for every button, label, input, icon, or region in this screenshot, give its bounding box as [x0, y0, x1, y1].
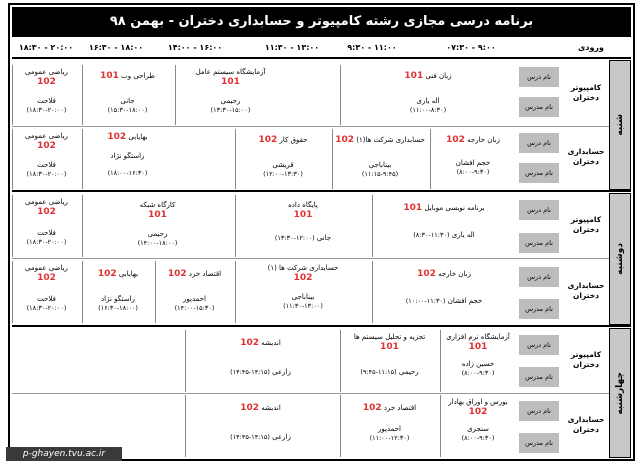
- course-code: 101: [221, 77, 240, 87]
- group-label: حسابداری دختران: [567, 415, 605, 434]
- course-code: 102: [97, 269, 117, 279]
- row-label-course: نام درس: [519, 200, 559, 220]
- class-time: (۱۴:۰۰-۱۸:۰۰): [137, 239, 178, 247]
- class-cell: [332, 129, 427, 189]
- header-slot-5: ۱۶:۳۰ - ۱۸:۰۰: [88, 43, 144, 52]
- class-time: (۱۴:۱۵-۱۴:۴۵): [230, 368, 270, 376]
- row-label-teacher: نام مدرس: [519, 163, 559, 183]
- class-cell: [185, 330, 335, 392]
- row-label-teacher: نام مدرس: [519, 433, 559, 453]
- row-divider: [12, 393, 609, 394]
- class-cell: [175, 65, 285, 125]
- class-cell: [12, 261, 80, 323]
- teacher-name: احمدپور: [378, 425, 401, 433]
- class-time: (۱۱:۳۰-۸:۳۰): [413, 231, 450, 239]
- class-time: (۱۱:۳۰-۱۳:۰۰): [283, 302, 323, 310]
- course-code: 102: [258, 135, 278, 145]
- watermark-url: p-ghayen.tvu.ac.ir: [6, 447, 122, 461]
- day-label-saturday: شنبه: [609, 60, 631, 190]
- class-time: (۱۸:۳۰-۲۰:۰۰): [26, 238, 67, 246]
- teacher-name: بیناباجی: [291, 293, 315, 301]
- course-name: ریاضی عمومی: [25, 264, 68, 272]
- class-time: (۱۸:۳۰-۲۰:۰۰): [26, 170, 67, 178]
- class-time: (۸:۰۰-۹:۳۰): [456, 168, 490, 176]
- course-code: 102: [37, 141, 56, 151]
- day-divider: [12, 190, 631, 192]
- day-label-monday: دوشنبه: [609, 193, 631, 325]
- teacher-name: رحیمی: [220, 97, 241, 105]
- course-code: 102: [240, 338, 260, 348]
- header-slot-3: ۱۱:۳۰ - ۱۳:۰۰: [264, 43, 320, 52]
- class-cell: [372, 195, 515, 257]
- course-code: 102: [335, 135, 354, 145]
- class-cell: [12, 195, 80, 257]
- row-label-course: نام درس: [519, 67, 559, 87]
- course-code: 102: [293, 273, 313, 283]
- row-label-teacher: نام مدرس: [519, 233, 559, 253]
- course-name: حقوق کار: [279, 136, 308, 144]
- teacher-name: فلاحت: [37, 97, 56, 105]
- course-code: 101: [293, 210, 313, 220]
- row-label-teacher: نام مدرس: [519, 97, 559, 117]
- course-name: آزمایشگاه نرم افزاری: [446, 333, 510, 341]
- teacher-name: راستگو نژاد: [110, 152, 145, 160]
- header-slot-6: ۱۸:۳۰ - ۲۰:۰۰: [18, 43, 74, 52]
- course-name: اندیشه: [261, 339, 281, 347]
- course-name: طراحی وب: [121, 72, 155, 80]
- course-name: تجزیه و تحلیل سیستم ها: [353, 333, 426, 341]
- course-name: اقتصاد خرد: [188, 270, 222, 278]
- course-name: کارگاه شبکه: [139, 201, 176, 209]
- class-cell: [340, 65, 515, 125]
- course-name: برنامه نویسی موبایل: [424, 204, 485, 212]
- teacher-name: رحیمی: [147, 230, 168, 238]
- class-time: (۱۱:۱۵-۹:۴۵): [361, 170, 399, 178]
- teacher-name: اله یاری: [451, 231, 475, 239]
- course-code: 102: [468, 407, 488, 417]
- teacher-name: رحیمی: [398, 368, 419, 376]
- course-code: 101: [403, 203, 423, 213]
- course-name: بهایابی: [128, 133, 148, 141]
- course-name: زبان خارجه: [438, 270, 471, 278]
- teacher-name: فلاحت: [37, 229, 56, 237]
- teacher-name: راستگو نژاد: [101, 295, 135, 303]
- class-cell: [82, 261, 153, 323]
- class-time: (۱۲:۰۰-۱۳:۳۰): [274, 234, 315, 242]
- class-time: (۱۵:۳۰-۱۸:۰۰): [107, 106, 148, 114]
- teacher-name: جانی: [120, 97, 135, 105]
- class-time: (۱۳:۳۰-۱۵:۰۰): [210, 106, 251, 114]
- group-label: حسابداری دختران: [567, 147, 605, 166]
- header-slot-1: ۰۷:۳۰ - ۹:۰۰: [446, 43, 496, 52]
- course-code: 101: [100, 71, 119, 81]
- class-time: (۱۶:۳۰-۱۸:۰۰): [98, 304, 138, 312]
- group-label: حسابداری دختران: [567, 281, 605, 300]
- course-name: ریاضی عمومی: [25, 132, 68, 140]
- class-cell: [340, 395, 438, 457]
- course-name: بهایابی: [118, 270, 139, 278]
- class-cell: [12, 65, 80, 125]
- teacher-name: بیناباجی: [368, 161, 392, 169]
- course-code: 102: [107, 132, 127, 142]
- course-code: 102: [37, 207, 56, 217]
- class-cell: [440, 395, 515, 457]
- course-code: 102: [362, 403, 382, 413]
- teacher-name: سنجری: [467, 425, 489, 433]
- header-entry: ورودی: [578, 43, 604, 52]
- class-time: (۱۸:۳۰-۲۰:۰۰): [26, 304, 67, 312]
- row-label-teacher: نام مدرس: [519, 299, 559, 319]
- class-cell: [185, 395, 335, 457]
- class-time: (۱۴:۰۰-۱۵:۳۰): [174, 304, 215, 312]
- course-code: 102: [37, 273, 56, 283]
- course-code: 101: [468, 342, 488, 352]
- teacher-name: اله یاری: [416, 97, 440, 105]
- class-time: (۱۲:۰۰-۱۳:۳۰): [263, 170, 303, 178]
- course-name: ریاضی عمومی: [25, 198, 68, 206]
- page-title: برنامه درسی مجازی رشته کامپیوتر و حسابداری دختران - بهمن ۹۸: [12, 7, 631, 37]
- course-name: اندیشه: [261, 404, 281, 412]
- group-label: کامپیوتر دختران: [570, 350, 602, 369]
- teacher-name: خجم افشان: [447, 297, 483, 305]
- class-time: (۱۴:۱۵-۱۴:۴۵): [230, 433, 270, 441]
- course-code: 102: [167, 269, 187, 279]
- class-cell: [235, 261, 370, 323]
- row-label-course: نام درس: [519, 335, 559, 355]
- teacher-name: فلاحت: [37, 295, 56, 303]
- course-name: ریاضی عمومی: [25, 68, 68, 76]
- class-cell: [82, 65, 172, 125]
- teacher-name: زارعی: [272, 368, 291, 376]
- class-cell: [155, 261, 233, 323]
- header-divider: [12, 57, 631, 59]
- row-label-course: نام درس: [519, 133, 559, 153]
- row-divider: [12, 126, 609, 127]
- course-code: 102: [37, 77, 56, 87]
- class-time: (۱۱:۳۰-۱۰:۰۰): [405, 297, 446, 305]
- class-time: (۸:۰۰-۹:۳۰): [461, 369, 495, 377]
- course-name: اقتصاد خرد: [383, 404, 417, 412]
- course-name: زبان فنی: [425, 72, 452, 80]
- teacher-name: حسین زاده: [461, 360, 495, 368]
- teacher-name: فلاحت: [37, 161, 56, 169]
- header-slot-2: ۹:۳۰ - ۱۱:۰۰: [347, 43, 397, 52]
- teacher-name: جانی: [316, 234, 332, 242]
- group-label: کامپیوتر دختران: [570, 215, 602, 234]
- class-cell: [12, 129, 80, 189]
- class-time: (۸:۰۰-۹:۳۰): [461, 434, 495, 442]
- course-name: پایگاه داده: [288, 201, 318, 209]
- class-time: (۱۸:۰۰-۱۶:۳۰): [107, 169, 148, 177]
- course-code: 102: [446, 135, 465, 145]
- class-cell: [372, 261, 515, 323]
- class-time: (۱۱:۰۰-۱۲:۳۰): [369, 434, 410, 442]
- teacher-name: احمدپور: [183, 295, 206, 303]
- class-time: (۱۱:۱۵-۹:۴۵): [360, 368, 397, 376]
- teacher-name: خجم افشان: [455, 159, 491, 167]
- teacher-name: زارعی: [272, 433, 291, 441]
- course-code: 101: [148, 210, 167, 220]
- row-label-course: نام درس: [519, 267, 559, 287]
- class-cell: [340, 330, 438, 392]
- row-label-course: نام درس: [519, 401, 559, 421]
- day-label-wednesday: چهارشنبه: [609, 328, 631, 458]
- course-code: 101: [404, 71, 424, 81]
- class-cell: [82, 129, 172, 189]
- class-cell: [440, 330, 515, 392]
- class-cell: [430, 129, 515, 189]
- row-label-teacher: نام مدرس: [519, 367, 559, 387]
- course-code: 101: [380, 342, 399, 352]
- class-cell: [235, 129, 330, 189]
- teacher-name: قریشی: [272, 161, 294, 169]
- day-divider: [12, 325, 631, 327]
- row-divider: [12, 258, 609, 259]
- class-time: (۱۸:۳۰-۲۰:۰۰): [26, 106, 67, 114]
- course-code: 102: [240, 403, 260, 413]
- schedule-sheet: [8, 3, 635, 461]
- course-code: 102: [417, 269, 436, 279]
- course-name: حسابداری شرکت ها(۱): [356, 136, 425, 144]
- class-cell: [82, 195, 232, 257]
- course-name: آزمایشگاه سیستم عامل: [195, 68, 266, 76]
- class-cell: [235, 195, 370, 257]
- group-label: کامپیوتر دختران: [570, 83, 602, 102]
- header-slot-4: ۱۴:۰۰ - ۱۶:۰۰: [167, 43, 223, 52]
- course-name: زبان خارجه: [467, 136, 500, 144]
- course-name: حسابداری شرکت ها (۱): [267, 264, 339, 272]
- course-name: بورس و اوراق بهادار: [448, 398, 508, 406]
- class-time: (۱۱:۰۰-۸:۳۰): [409, 106, 447, 114]
